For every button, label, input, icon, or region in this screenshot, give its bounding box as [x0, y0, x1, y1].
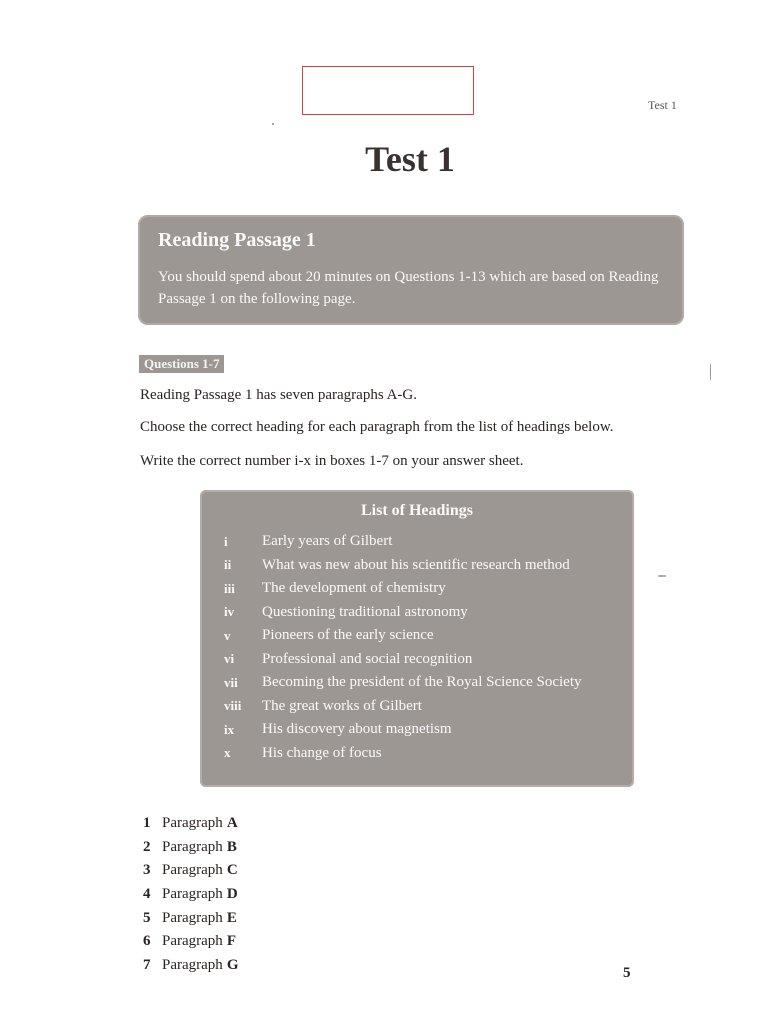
- instruction-line: Write the correct number i-x in boxes 1-7 on your answer sheet.: [140, 453, 524, 469]
- answer-number: 4: [143, 886, 151, 903]
- heading-text: The great works of Gilbert: [262, 697, 422, 714]
- page-title: Test 1: [365, 139, 455, 179]
- answer-number: 3: [143, 862, 151, 879]
- heading-item: [224, 671, 610, 695]
- heading-number: ix: [224, 721, 235, 737]
- answer-letter: C: [226, 862, 238, 879]
- answer-letter: E: [226, 909, 237, 926]
- heading-item: [224, 718, 610, 742]
- answer-label: Paragraph: [162, 909, 223, 926]
- answer-number: 2: [143, 838, 151, 855]
- heading-number: iv: [224, 604, 235, 620]
- scan-mark: [710, 364, 711, 380]
- answer-item: [143, 883, 238, 907]
- answer-item: [143, 812, 238, 836]
- questions-badge: Questions 1-7: [139, 355, 224, 373]
- answer-letter: A: [226, 815, 238, 832]
- answer-item: [143, 930, 238, 954]
- heading-text: Pioneers of the early science: [262, 627, 434, 644]
- heading-number: vi: [224, 651, 235, 667]
- passage-instruction-box: [138, 215, 684, 325]
- heading-number: ii: [224, 557, 232, 573]
- heading-item: [224, 577, 610, 601]
- heading-text: The development of chemistry: [262, 580, 446, 597]
- answer-label: Paragraph: [162, 838, 223, 855]
- heading-number: vii: [224, 674, 238, 690]
- heading-number: x: [224, 745, 231, 761]
- answer-label: Paragraph: [162, 886, 223, 903]
- heading-item: [224, 601, 610, 625]
- instruction-line: Choose the correct heading for each paragraph from the list of headings below.: [140, 419, 614, 435]
- page-number: 5: [623, 965, 631, 981]
- answer-label: Paragraph: [162, 956, 223, 973]
- answer-label: Paragraph: [162, 862, 223, 879]
- scan-speck: [272, 123, 274, 125]
- answer-letter: G: [226, 956, 239, 973]
- answer-item: [143, 906, 238, 930]
- heading-text: What was new about his scientific research method: [262, 556, 570, 573]
- answer-number: 6: [143, 933, 151, 950]
- answer-number: 5: [143, 909, 151, 926]
- answer-item: [143, 954, 238, 978]
- running-head: Test 1: [648, 98, 677, 112]
- answer-list: [143, 812, 238, 977]
- heading-text: Becoming the president of the Royal Science Society: [262, 674, 582, 691]
- answer-letter: F: [226, 933, 236, 950]
- heading-text: His discovery about magnetism: [262, 721, 452, 738]
- scan-speck: [658, 575, 666, 577]
- heading-number: viii: [224, 698, 242, 714]
- heading-item: [224, 648, 610, 672]
- instruction-line: Reading Passage 1 has seven paragraphs A-G.: [140, 387, 418, 403]
- answer-number: 7: [143, 956, 151, 973]
- heading-item: [224, 554, 610, 578]
- headings-title: List of Headings: [360, 502, 473, 519]
- heading-item: [224, 530, 610, 554]
- answer-item: [143, 836, 238, 860]
- heading-item: [224, 624, 610, 648]
- answer-label: Paragraph: [162, 815, 223, 832]
- heading-text: Early years of Gilbert: [262, 533, 393, 550]
- list-of-headings-box: [200, 490, 634, 787]
- heading-item: [224, 742, 610, 766]
- heading-number: v: [224, 627, 231, 643]
- answer-letter: D: [226, 886, 238, 903]
- answer-label: Paragraph: [162, 933, 223, 950]
- passage-instruction-text: You should spend about 20 minutes on Questions 1-13 which are based on Reading Passage 1 on the following page.: [158, 269, 659, 307]
- heading-number: iii: [224, 580, 235, 596]
- answer-number: 1: [143, 815, 151, 832]
- highlight-frame: [302, 66, 474, 115]
- heading-text: Questioning traditional astronomy: [262, 603, 468, 620]
- answer-item: [143, 859, 238, 883]
- heading-text: His change of focus: [262, 744, 382, 761]
- passage-heading: Reading Passage 1: [158, 229, 316, 251]
- answer-letter: B: [226, 838, 237, 855]
- heading-item: [224, 695, 610, 719]
- heading-number: i: [224, 533, 228, 549]
- heading-text: Professional and social recognition: [262, 650, 473, 667]
